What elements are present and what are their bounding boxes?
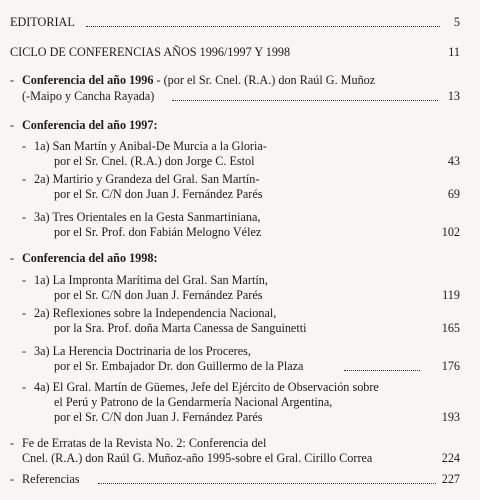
dot-leader bbox=[172, 100, 438, 101]
conf-1998-item1-page: 119 bbox=[442, 288, 460, 302]
referencias-page: 227 bbox=[441, 472, 460, 486]
conf-1997-item2-title: 2a) Martirio y Grandeza del Gral. San Martín- bbox=[34, 172, 260, 186]
conf-1997-item2-page: 69 bbox=[447, 187, 460, 201]
referencias-title: Referencias bbox=[22, 472, 80, 486]
dot-leader bbox=[86, 26, 440, 27]
conf-1997-heading: Conferencia del año 1997: bbox=[22, 118, 158, 132]
conf-1997-item3-page: 102 bbox=[441, 225, 460, 239]
toc-editorial-page: 5 bbox=[453, 15, 460, 29]
bullet-dash: - bbox=[22, 344, 27, 358]
conf-1998-item4-line2: el Perú y Patrono de la Gendarmería Nacional Argentina, bbox=[54, 395, 333, 409]
conf-1998-item1-author: por el Sr. C/N don Juan J. Fernández Parés bbox=[54, 288, 263, 302]
conf-1997-item3-title: 3a) Tres Orientales en la Gesta Sanmartiniana, bbox=[34, 210, 261, 224]
bullet-dash: - bbox=[10, 118, 15, 132]
conf-1998-item1-title: 1a) La Impronta Marítima del Gral. San Martín, bbox=[34, 273, 268, 287]
erratas-line2: Cnel. (R.A.) don Raúl G. Muñoz-año 1995-sobre el Gral. Cirillo Correa bbox=[22, 451, 373, 465]
toc-ciclo-page: 11 bbox=[448, 45, 460, 59]
bullet-dash: - bbox=[22, 273, 27, 287]
toc-ciclo-title: CICLO DE CONFERENCIAS AÑOS 1996/1997 Y 1998 bbox=[10, 45, 291, 59]
conf-1998-item4-page: 193 bbox=[441, 410, 460, 424]
conf-1998-item4-title: 4a) El Gral. Martín de Güemes, Jefe del Ejército de Observación sobre bbox=[34, 380, 379, 394]
conf-1998-item3-title: 3a) La Herencia Doctrinaria de los Proceres, bbox=[34, 344, 251, 358]
erratas-page: 224 bbox=[441, 451, 460, 465]
conf-1998-item2-title: 2a) Reflexiones sobre la Independencia Nacional, bbox=[34, 306, 277, 320]
conf-1998-item3-author: por el Sr. Embajador Dr. don Guillermo de la Plaza bbox=[54, 359, 304, 373]
bullet-dash: - bbox=[10, 251, 15, 265]
bullet-dash: - bbox=[10, 472, 15, 486]
conf-1996-heading: Conferencia del año 1996 bbox=[22, 73, 154, 87]
conf-1998-heading: Conferencia del año 1998: bbox=[22, 251, 158, 265]
conf-1998-item3-page: 176 bbox=[441, 359, 460, 373]
toc-editorial-title: EDITORIAL bbox=[10, 15, 75, 29]
conf-1998-item2-page: 165 bbox=[441, 321, 460, 335]
dot-leader bbox=[344, 370, 420, 371]
bullet-dash: - bbox=[10, 436, 15, 450]
conf-1996-line2: (-Maipo y Cancha Rayada) bbox=[22, 89, 155, 103]
bullet-dash: - bbox=[22, 172, 27, 186]
conf-1997-item1-author: por el Sr. Cnel. (R.A.) don Jorge C. Estol bbox=[54, 154, 255, 168]
conf-1998-item4-author: por el Sr. C/N don Juan J. Fernández Parés bbox=[54, 410, 263, 424]
conf-1996-page: 13 bbox=[447, 89, 460, 103]
conf-1996-line1 bbox=[22, 73, 375, 88]
bullet-dash: - bbox=[22, 210, 27, 224]
bullet-dash: - bbox=[22, 380, 27, 394]
bullet-dash: - bbox=[10, 73, 15, 87]
conf-1997-item3-author: por el Sr. Prof. don Fabián Melogno Vélez bbox=[54, 225, 262, 239]
conf-1997-item2-author: por el Sr. C/N don Juan J. Fernández Parés bbox=[54, 187, 263, 201]
conf-1996-author: - (por el Sr. Cnel. (R.A.) don Raúl G. Muñoz bbox=[153, 73, 376, 87]
conf-1998-item2-author: por la Sra. Prof. doña Marta Canessa de Sanguinetti bbox=[54, 321, 307, 335]
conf-1997-item1-title: 1a) San Martín y Anibal-De Murcia a la Gloria- bbox=[34, 139, 267, 153]
bullet-dash: - bbox=[22, 306, 27, 320]
erratas-line1: Fe de Erratas de la Revista No. 2: Conferencia del bbox=[22, 436, 267, 450]
conf-1997-item1-page: 43 bbox=[447, 154, 460, 168]
dot-leader bbox=[98, 483, 436, 484]
bullet-dash: - bbox=[22, 139, 27, 153]
